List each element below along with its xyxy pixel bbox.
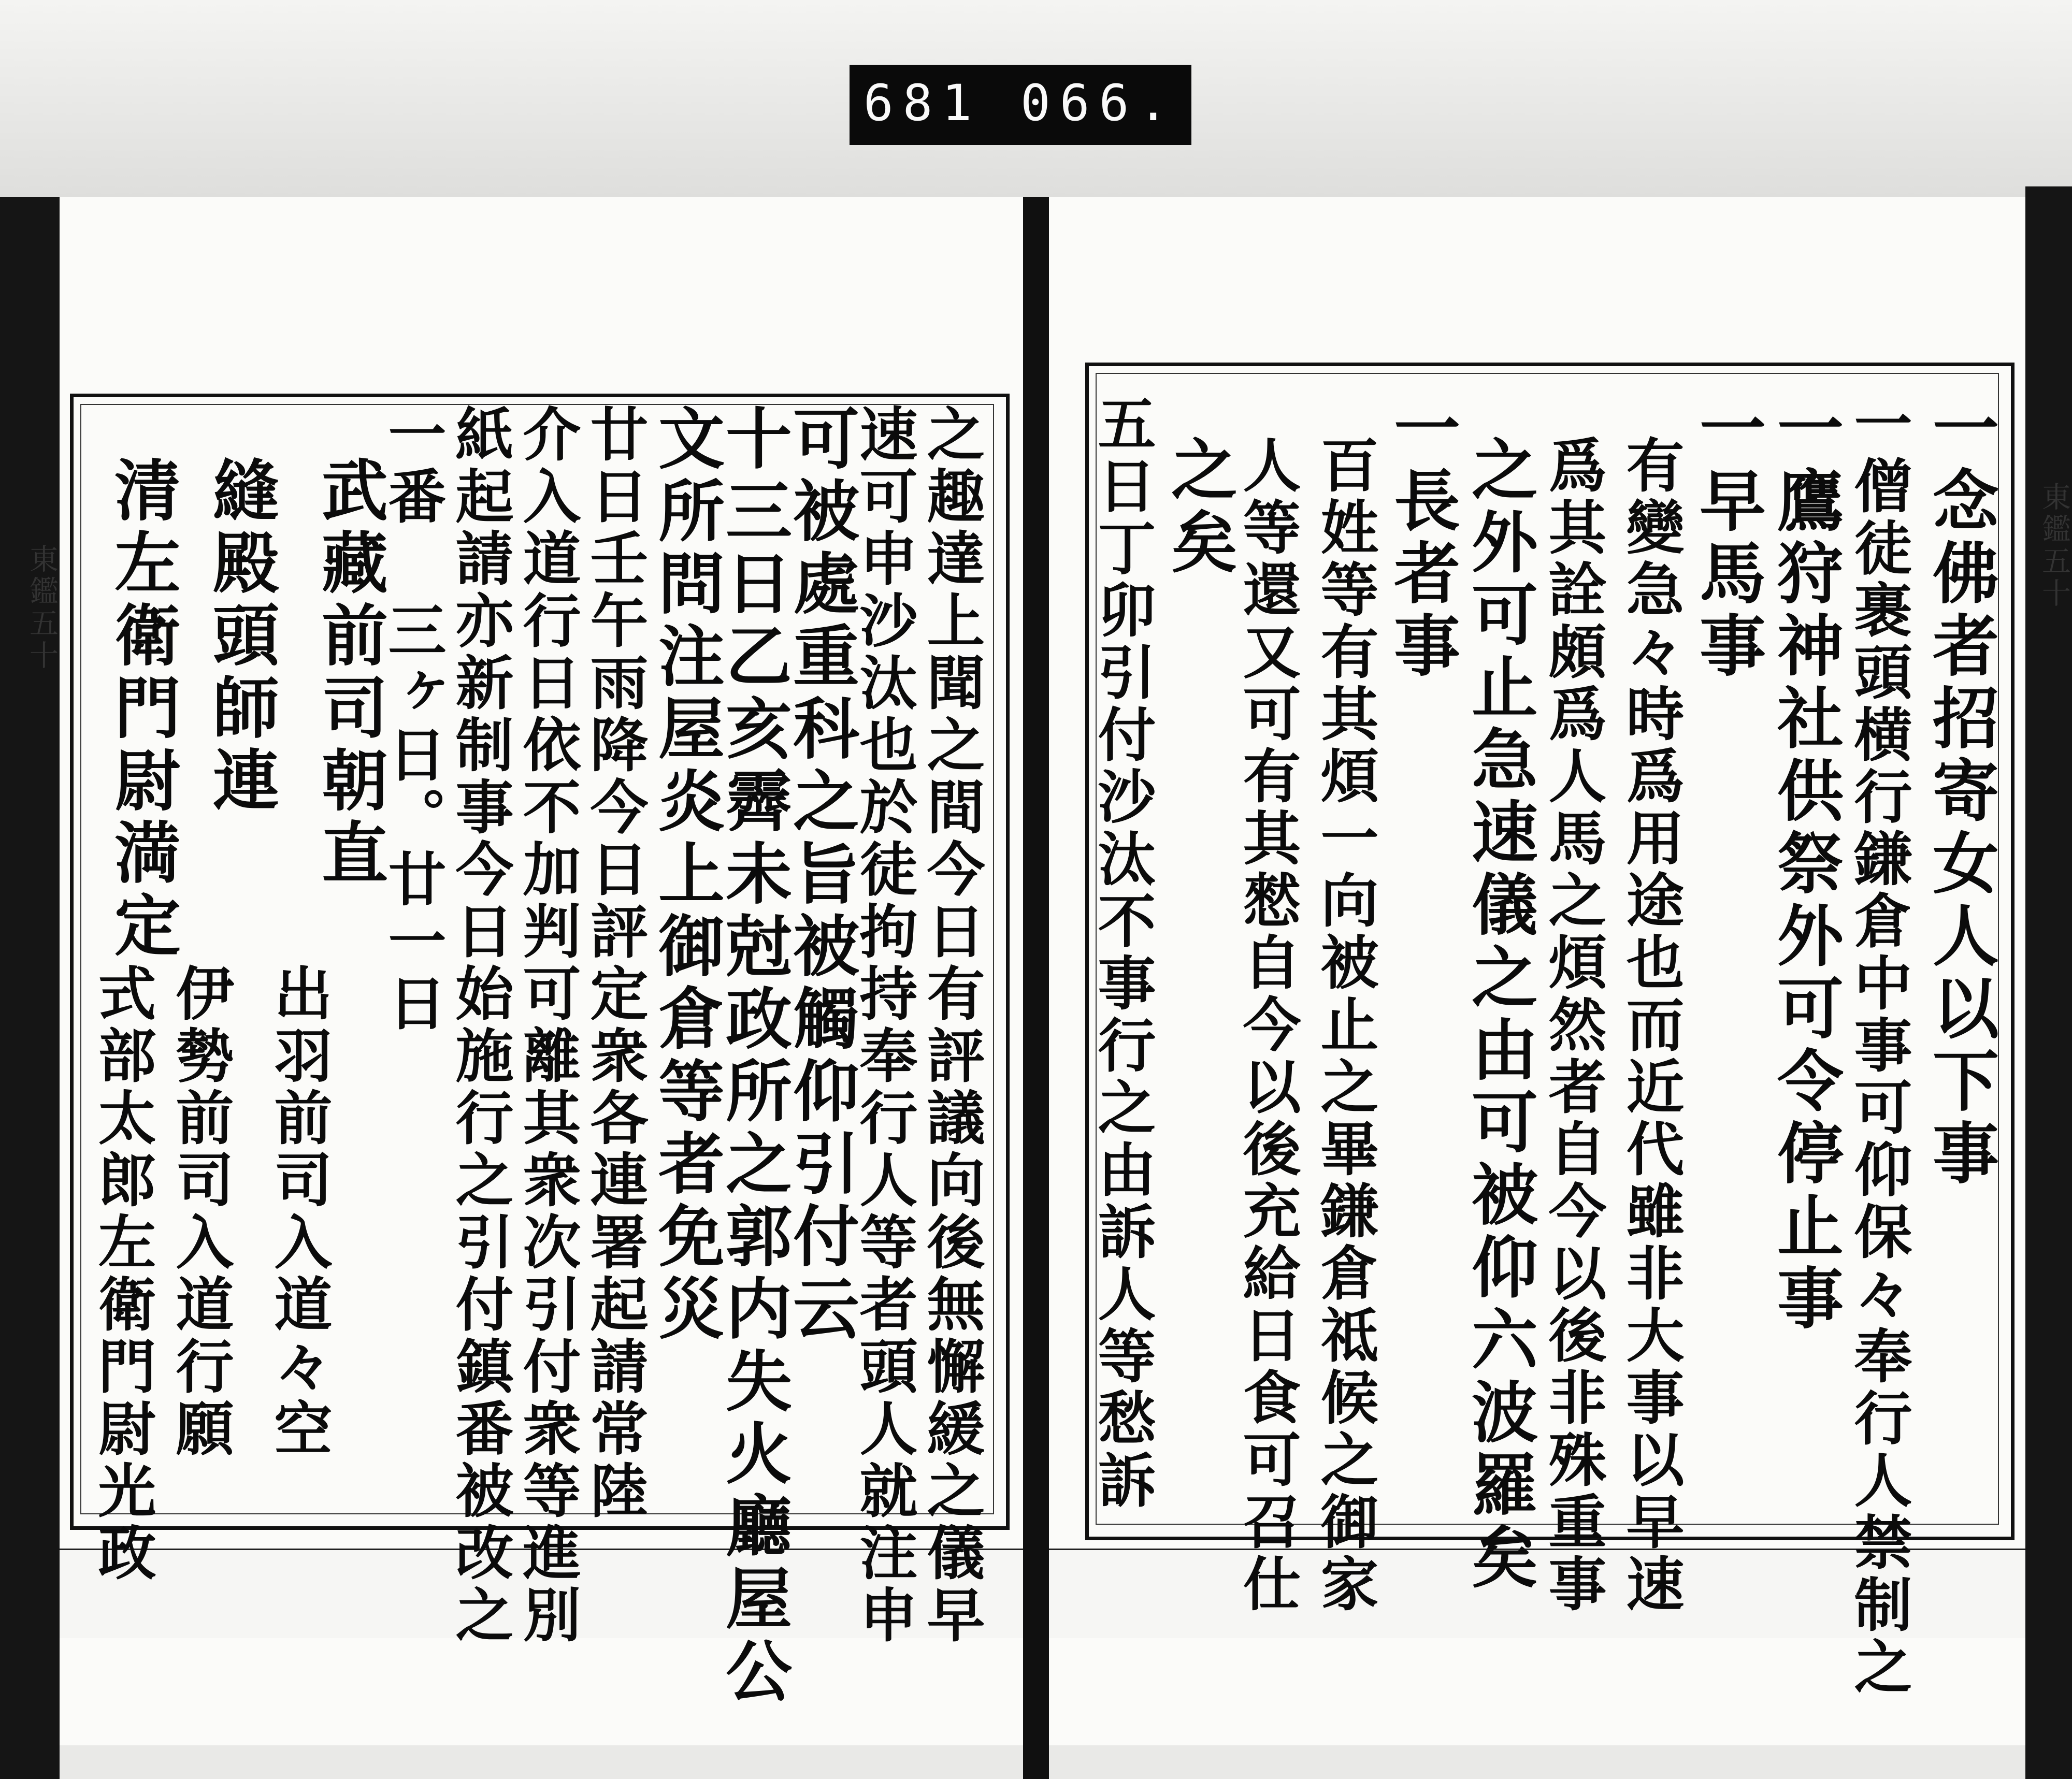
right-col-1: 一念佛者招寄女人以下事 — [1921, 394, 1999, 1191]
left-corner-title: 東鑑五十 — [25, 544, 59, 672]
left-col-14: 清左衛門尉満定 — [103, 456, 181, 963]
archive-label-text: 681 066. — [863, 74, 1178, 132]
left-book-edge — [0, 197, 60, 1779]
left-col-7: 介入道行日依不加判可離其衆次引付衆等進別 — [513, 404, 581, 1647]
left-col-12: 縫殿頭師連 — [202, 456, 279, 818]
left-col-2: 速可申沙汰也於徒拘持奉行人等者頭人就注申 — [850, 404, 918, 1647]
left-col-1: 之趣達上聞之間今日有評議向後無懈緩之儀早 — [917, 404, 985, 1647]
right-col-12: 五日丁卯引付沙汰不事行之由訴人等愁訴 — [1088, 394, 1156, 1512]
left-col-9: 一番 三ヶ日。廿一日 — [379, 404, 447, 1035]
right-col-10: 人等還又可有其憖自今以後充給日食可召仕 — [1233, 435, 1301, 1616]
right-col-5: 有變急々時爲用途也而近代雖非大事以早速 — [1617, 435, 1685, 1616]
right-col-3: 一鷹狩神社供祭外可令停止事 — [1766, 394, 1844, 1336]
archive-label — [850, 65, 1191, 145]
left-col-6: 廿日壬午雨降今日評定衆各連署起請常陸 — [581, 404, 649, 1523]
left-col-5: 文所問注屋炎上御倉等者免災 — [647, 404, 725, 1347]
right-col-11: 之矣 — [1160, 435, 1238, 580]
left-col-15: 式部太郎左衛門尉光政 — [89, 963, 156, 1585]
left-col-10: 武藏前司朝直 — [310, 456, 388, 891]
right-col-6: 爲其詮頗爲人馬之煩然者自今以後非殊重事 — [1539, 435, 1607, 1616]
right-corner-title: 東鑑五十 — [2037, 482, 2071, 610]
book-spine — [1023, 197, 1049, 1779]
left-col-8: 紙起請亦新制事今日始施行之引付鎮番被改之 — [446, 404, 514, 1647]
right-col-7: 之外可止急速儀之由可被仰六波羅矣 — [1460, 435, 1538, 1595]
left-col-11: 出羽前司入道々空 — [265, 963, 333, 1460]
left-col-13: 伊勢前司入道行願 — [166, 963, 234, 1460]
right-col-9: 百姓等有其煩一向被止之畢鎌倉祗候之御家 — [1311, 435, 1379, 1616]
left-col-3: 可被處重科之旨被觸仰引付云 — [782, 404, 859, 1347]
right-col-4: 一早馬事 — [1688, 394, 1766, 684]
right-book-edge — [2025, 186, 2072, 1779]
left-col-4: 十三日乙亥霽未尅政所之郭内失火廳屋公 — [714, 404, 792, 1709]
right-col-2: 一僧徒裹頭横行鎌倉中事可仰保々奉行人禁制之 — [1845, 394, 1912, 1699]
right-col-8: 一長者事 — [1383, 394, 1460, 684]
